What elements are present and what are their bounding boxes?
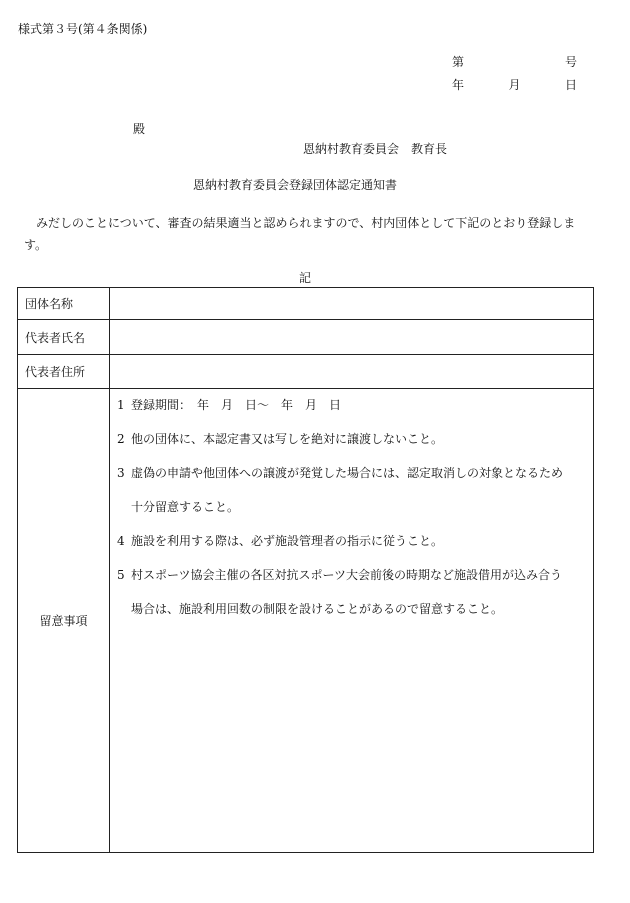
number-prefix: 第 xyxy=(452,55,465,69)
group-name-label: 団体名称 xyxy=(18,288,110,320)
ki-heading: 記 xyxy=(299,271,312,285)
note-item xyxy=(117,463,593,497)
rep-address-label: 代表者住所 xyxy=(18,355,110,389)
remarks-label: 留意事項 xyxy=(18,389,110,853)
note-text: 他の団体に、本認定書又は写しを絶対に譲渡しないこと。 xyxy=(131,432,444,446)
table-row xyxy=(18,320,594,355)
rep-name-field[interactable] xyxy=(110,320,594,355)
note-item xyxy=(117,565,593,599)
note-item xyxy=(117,429,593,463)
registration-table xyxy=(17,287,594,853)
note-text: 登録期間： 年 月 日～ 年 月 日 xyxy=(131,398,342,412)
number-suffix: 号 xyxy=(564,55,577,69)
note-continuation: 場合は、施設利用回数の制限を設けることがあるので留意すること。 xyxy=(131,602,504,616)
rep-address-field[interactable] xyxy=(110,355,594,389)
date-month: 月 xyxy=(508,78,521,92)
body-text: みだしのことについて、審査の結果適当と認められますので、村内団体として下記のとおり登録します。 xyxy=(24,216,576,252)
document-title: 恩納村教育委員会登録団体認定通知書 xyxy=(193,178,398,192)
note-item xyxy=(117,531,593,565)
note-number: 2 xyxy=(117,432,125,446)
date-year: 年 xyxy=(452,78,465,92)
issue-date-row xyxy=(452,76,577,93)
note-number: 4 xyxy=(117,534,125,548)
note-continuation: 十分留意すること。 xyxy=(131,500,240,514)
note-text: 虚偽の申請や他団体への譲渡が発覚した場合には、認定取消しの対象となるため xyxy=(131,466,564,480)
group-name-field[interactable] xyxy=(110,288,594,320)
note-number: 1 xyxy=(117,398,125,412)
rep-name-label: 代表者氏名 xyxy=(18,320,110,355)
note-text: 施設を利用する際は、必ず施設管理者の指示に従うこと。 xyxy=(131,534,444,548)
note-text: 村スポーツ協会主催の各区対抗スポーツ大会前後の時期など施設借用が込み合う xyxy=(131,568,563,582)
table-row xyxy=(18,389,594,853)
addressee-honorific: 殿 xyxy=(133,122,146,136)
note-number: 5 xyxy=(117,568,125,582)
table-row xyxy=(18,355,594,389)
issuer-name: 恩納村教育委員会 教育長 xyxy=(303,142,448,156)
document-number-row xyxy=(452,53,577,70)
note-number: 3 xyxy=(117,466,125,480)
table-row xyxy=(18,288,594,320)
date-day: 日 xyxy=(564,78,577,92)
form-number-label: 様式第３号(第４条関係) xyxy=(18,22,148,36)
note-item xyxy=(117,395,593,429)
remarks-cell xyxy=(110,389,594,853)
